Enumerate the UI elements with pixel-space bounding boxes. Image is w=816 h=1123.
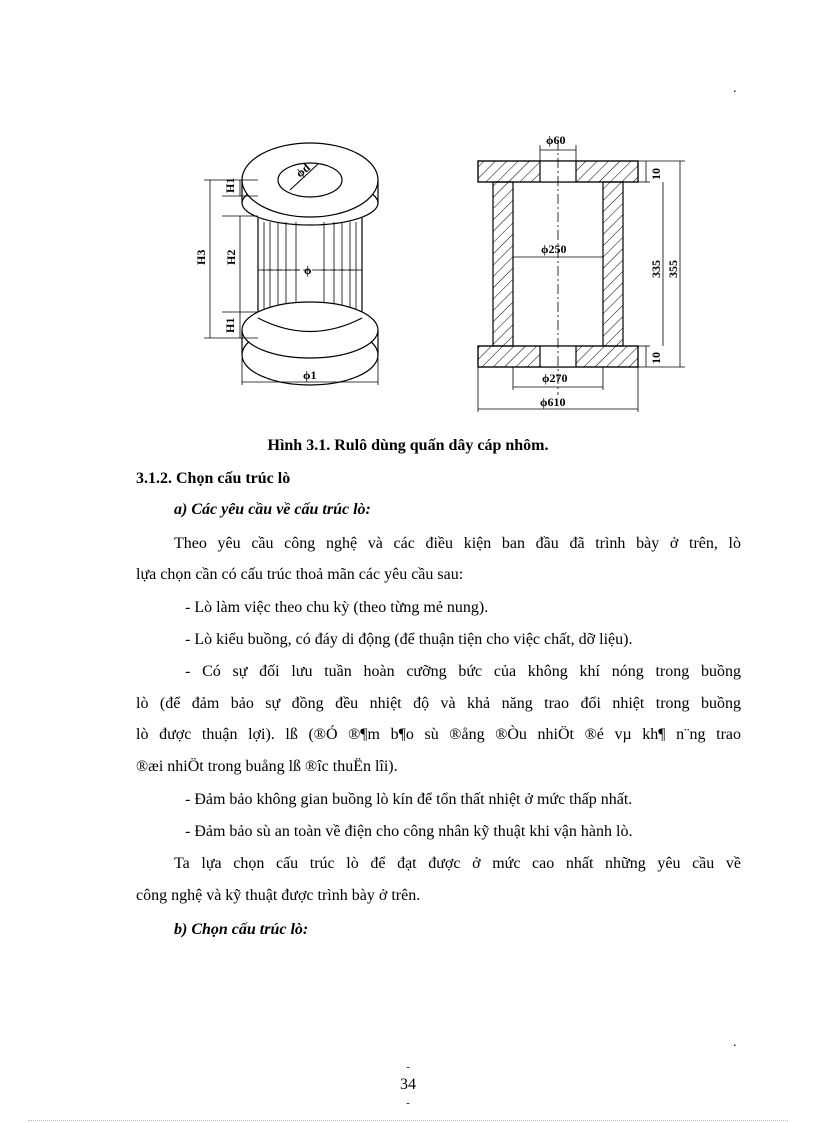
label-height-355: 355 bbox=[666, 260, 680, 278]
corner-mark-top: . bbox=[733, 81, 737, 96]
label-h2: H2 bbox=[224, 249, 238, 265]
label-d60: ϕ60 bbox=[546, 133, 566, 147]
bullet-3-line-3: lò được thuận lợi). lß (®Ó ®¶m b¶o sù ®ång ®Òu nhiÖt ®é vµ kh¶ n¨ng trao bbox=[136, 726, 741, 743]
bullet-4: - Đảm bảo không gian buồng lò kín để tổn thất nhiệt ở mức thấp nhất. bbox=[185, 791, 633, 808]
subheading-b: b) Chọn cấu trúc lò: bbox=[174, 921, 309, 938]
label-body-diameter: ϕ bbox=[304, 263, 312, 277]
page-bottom-rule bbox=[28, 1120, 788, 1121]
bullet-5: - Đảm bảo sù an toàn về điện cho công nhân kỹ thuật khi vận hành lò. bbox=[185, 823, 633, 840]
bullet-3-line-2: lò (để đảm bảo sự đồng đều nhiệt độ và khả năng trao đổi nhiệt trong buồng bbox=[136, 695, 741, 712]
paragraph-1-line-2: lựa chọn cần có cấu trúc thoả mãn các yêu cầu sau: bbox=[136, 566, 464, 583]
label-d610: ϕ610 bbox=[540, 395, 566, 409]
corner-mark-bottom: . bbox=[733, 1035, 737, 1050]
label-d270: ϕ270 bbox=[542, 371, 568, 385]
bullet-1: - Lò làm việc theo chu kỳ (theo từng mẻ nung). bbox=[185, 599, 489, 616]
section-heading: 3.1.2. Chọn cấu trúc lò bbox=[136, 470, 291, 487]
paragraph-2-line-2: công nghệ và kỹ thuật được trình bày ở trên. bbox=[136, 887, 421, 904]
figure-caption: Hình 3.1. Rulô dùng quấn dây cáp nhôm. bbox=[267, 437, 549, 454]
label-flange-diameter: ϕ1 bbox=[303, 368, 317, 382]
label-h3: H3 bbox=[194, 249, 208, 265]
label-h1-top: H1 bbox=[223, 177, 237, 193]
subheading-a: a) Các yêu cầu về cấu trúc lò: bbox=[174, 501, 371, 518]
paragraph-1-line-1: Theo yêu cầu công nghệ và các điều kiện ban đầu đã trình bày ở trên, lò bbox=[174, 535, 741, 552]
label-d250: ϕ250 bbox=[541, 242, 567, 256]
bullet-2: - Lò kiểu buồng, có đáy di động (để thuận tiện cho việc chất, dỡ liệu). bbox=[185, 631, 633, 648]
footer-dash-bottom: - bbox=[406, 1098, 410, 1109]
label-thickness-top: 10 bbox=[649, 168, 663, 180]
label-thickness-bottom: 10 bbox=[649, 352, 663, 364]
label-h1-bottom: H1 bbox=[223, 317, 237, 333]
label-height-335: 335 bbox=[649, 260, 663, 278]
spool-drawing-svg bbox=[0, 0, 816, 430]
footer-dash-top: - bbox=[406, 1062, 410, 1073]
label-inner-diameter: ϕd bbox=[292, 160, 313, 181]
bullet-3-line-1: - Có sự đối lưu tuần hoàn cưỡng bức của không khí nóng trong buồng bbox=[185, 663, 741, 680]
paragraph-2-line-1: Ta lựa chọn cấu trúc lò để đạt được ở mức cao nhất những yêu cầu về bbox=[174, 855, 741, 872]
figure-spool-drawings bbox=[0, 0, 816, 430]
bullet-3-line-4: ®æi nhiÖt trong buång lß ®îc thuËn lîi). bbox=[136, 758, 398, 775]
page-number: 34 bbox=[400, 1076, 416, 1093]
